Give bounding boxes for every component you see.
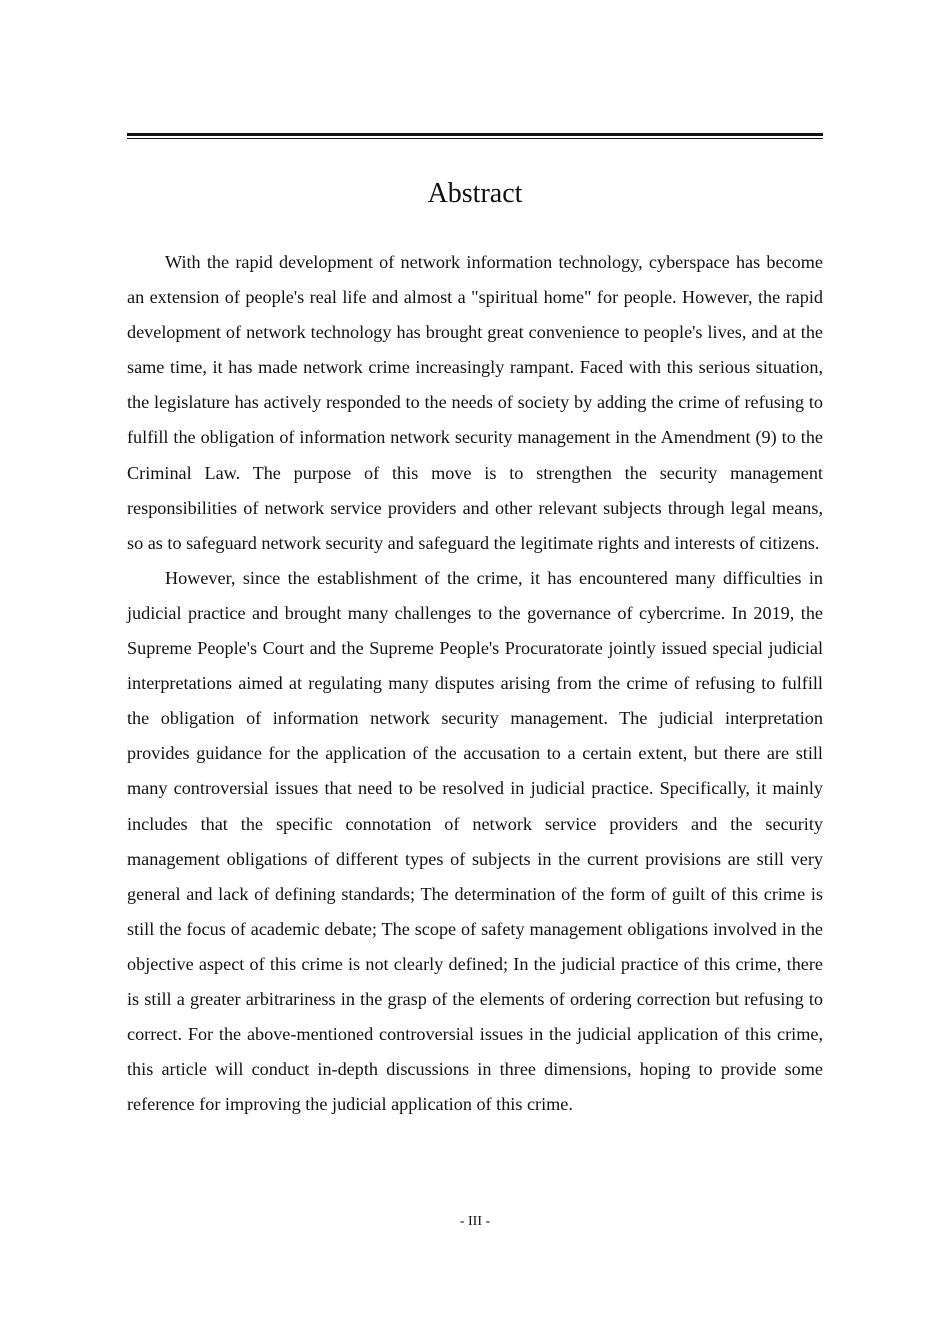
header-rule-thick — [127, 133, 823, 136]
paragraph-1: With the rapid development of network information technology, cyberspace has become an extension of people's real life and almost a "spiritual home" for people. However, the rapid development of network technology has brought great convenience to people's lives, and at the same time, it has made network crime increasingly rampant. Faced with this serious situation, the legislature has actively responded to the needs of society by adding the crime of refusing to fulfill the obligation of information network security management in the Amendment (9) to the Criminal Law. The purpose of this move is to strengthen the security management responsibilities of network service providers and other relevant subjects through legal means, so as to safeguard network security and safeguard the legitimate rights and interests of citizens. — [127, 252, 823, 553]
header-rule-thin — [127, 138, 823, 139]
page-number: - III - — [459, 1214, 491, 1229]
paragraph-2: However, since the establishment of the crime, it has encountered many difficulties in judicial practice and brought many challenges to the governance of cybercrime. In 2019, the Supreme People's Court and the Supreme People's Procuratorate jointly issued special judicial interpretations aimed at regulating many disputes arising from the crime of refusing to fulfill the obligation of information network security management. The judicial interpretation provides guidance for the application of the accusation to a certain extent, but there are still many controversial issues that need to be resolved in judicial practice. Specifically, it mainly includes that the specific connotation of network service providers and the security management obligations of different types of subjects in the current provisions are still very general and lack of defining standards; The determination of the form of guilt of this crime is still the focus of academic debate; The scope of safety management obligations involved in the objective aspect of this crime is not clearly defined; In the judicial practice of this crime, there is still a greater arbitrariness in the grasp of the elements of ordering correction but refusing to correct. For the above-mentioned controversial issues in the judicial application of this crime, this article will conduct in-depth discussions in three dimensions, hoping to provide some reference for improving the judicial application of this crime. — [127, 567, 823, 1115]
document-page — [127, 0, 823, 1344]
abstract-body — [127, 245, 823, 1122]
page-title: Abstract — [427, 178, 523, 209]
header-double-rule — [127, 133, 823, 139]
